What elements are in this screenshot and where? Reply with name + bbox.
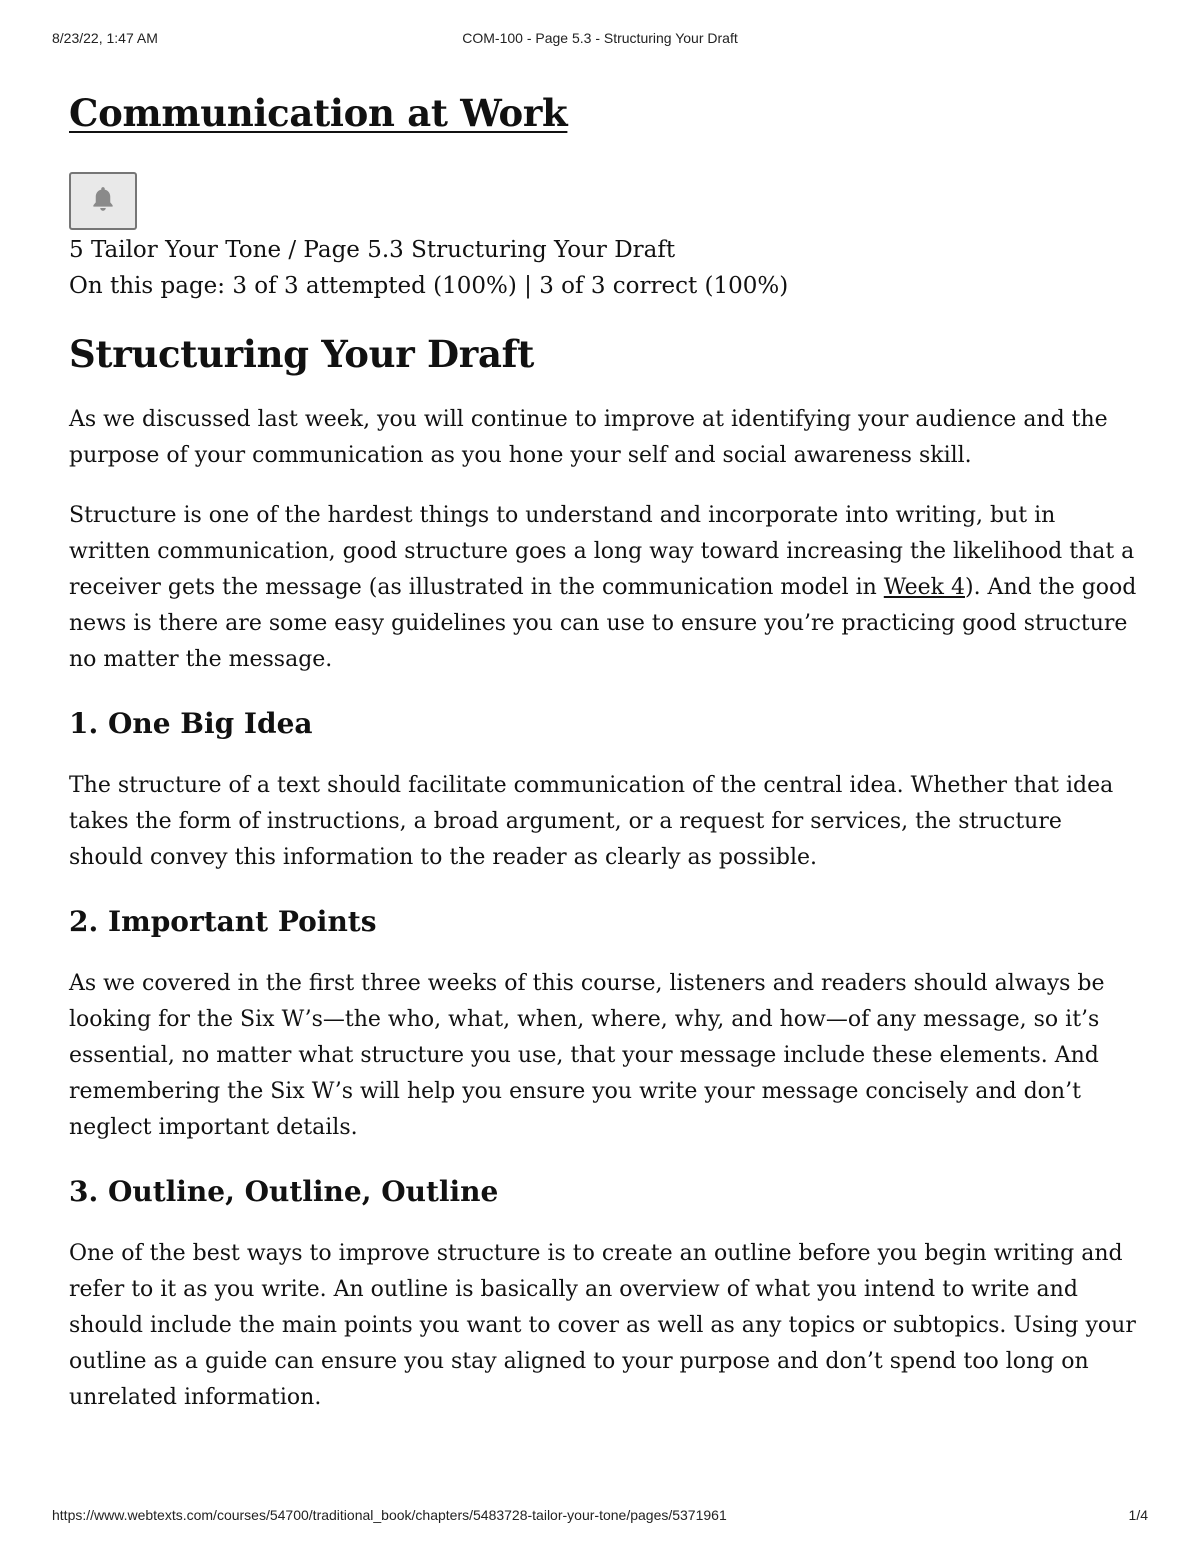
paragraph-text: ). And the good news is there are some easy guidelines you can use to ensure you’re practicing good structure no matter the message. [69,575,1137,672]
week-4-link[interactable]: Week 4 [883,575,965,600]
print-footer [0,1507,1200,1527]
progress-status: On this page: 3 of 3 attempted (100%) | 3 of 3 correct (100%) [69,273,789,299]
main-content [69,88,1139,1416]
section-heading-important-points: 2. Important Points [69,905,377,938]
notification-button[interactable] [69,172,137,230]
section-body-important-points: As we covered in the first three weeks of this course, listeners and readers should always be looking for the Six W’s—the who, what, when, where, why, and how—of any message, so it’s essential, no matter what structure you use, that your message include these elements. And remembering the Six W’s will help you ensure you write your message concisely and don’t neglect important details. [69,971,1105,1140]
paragraph-text: Structure is one of the hardest things to understand and incorporate into writing, but in written communication, good structure goes a long way toward increasing the likelihood that a receiver gets the message (as illustrated in the communication model in [69,503,1135,600]
section-heading-one-big-idea: 1. One Big Idea [69,707,313,740]
print-timestamp: 8/23/22, 1:47 AM [52,30,158,46]
bell-icon [88,184,118,218]
structure-paragraph [69,498,1139,678]
section-heading-outline: 3. Outline, Outline, Outline [69,1175,499,1208]
print-header [0,30,1200,50]
print-page-count: 1/4 [1128,1507,1148,1523]
page-heading: Structuring Your Draft [69,332,535,376]
site-title[interactable]: Communication at Work [69,91,568,135]
print-document-title: COM-100 - Page 5.3 - Structuring Your Draft [462,30,738,46]
section-body-outline: One of the best ways to improve structure is to create an outline before you begin writing and refer to it as you write. An outline is basically an overview of what you intend to write and should include the main points you want to cover as well as any topics or subtopics. Using your outline as a guide can ensure you stay aligned to your purpose and don’t spend too long on unrelated information. [69,1241,1136,1410]
intro-paragraph: As we discussed last week, you will continue to improve at identifying your audience and the purpose of your communication as you hone your self and social awareness skill. [69,407,1108,468]
breadcrumb: 5 Tailor Your Tone / Page 5.3 Structuring Your Draft [69,237,676,263]
print-url: https://www.webtexts.com/courses/54700/traditional_book/chapters/5483728-tailor-your-tone/pages/5371961 [52,1507,727,1523]
section-body-one-big-idea: The structure of a text should facilitate communication of the central idea. Whether that idea takes the form of instructions, a broad argument, or a request for services, the structure should convey this information to the reader as clearly as possible. [69,773,1114,870]
